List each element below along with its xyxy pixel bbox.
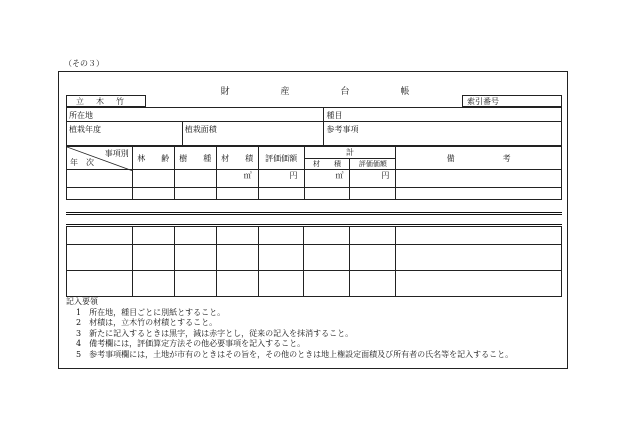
planting-area-label: 植栽面積	[184, 125, 217, 134]
total-volume-unit: ㎥	[335, 171, 344, 180]
total-header: 計	[304, 147, 396, 159]
year-cell[interactable]	[67, 245, 133, 271]
year-cell[interactable]	[67, 170, 133, 188]
remarks-header: 備 考	[396, 147, 562, 170]
total-volume-cell[interactable]	[304, 245, 350, 271]
title-char: 財	[220, 87, 230, 97]
valuation-unit: 円	[289, 171, 298, 180]
total-valuation-cell[interactable]	[350, 245, 396, 271]
kind-field[interactable]	[324, 108, 562, 122]
total-volume-header: 材 積	[304, 159, 350, 170]
item-year-header	[67, 147, 133, 170]
remarks-cell[interactable]	[396, 245, 562, 271]
total-valuation-cell[interactable]	[350, 170, 396, 188]
kind-label: 種目	[326, 111, 343, 120]
year-cell[interactable]	[67, 271, 133, 297]
location-field[interactable]	[67, 108, 324, 122]
remarks-cell[interactable]	[396, 188, 562, 200]
title-char: 帳	[400, 87, 410, 97]
ledger-continuation-table	[66, 226, 562, 297]
species-cell[interactable]	[174, 245, 216, 271]
total-volume-cell[interactable]	[304, 188, 350, 200]
species-cell[interactable]	[174, 271, 216, 297]
valuation-cell[interactable]	[258, 227, 304, 245]
volume-cell[interactable]	[216, 170, 258, 188]
index-number-box	[462, 95, 562, 107]
valuation-cell[interactable]	[258, 170, 304, 188]
age-cell[interactable]	[132, 188, 174, 200]
instructions	[66, 297, 513, 360]
section-divider	[66, 212, 562, 215]
index-number-label: 索引番号	[467, 96, 499, 106]
age-header: 林 齢	[132, 147, 174, 170]
volume-header: 材 積	[216, 147, 258, 170]
total-valuation-unit: 円	[381, 171, 390, 180]
instruction-item: 1 所在地，種目ごとに別紙とすること。	[76, 307, 226, 317]
planting-year-field[interactable]	[67, 122, 183, 146]
instruction-item: 4 備考欄には，評価算定方法その他必要事項を記入すること。	[76, 339, 306, 348]
total-valuation-cell[interactable]	[350, 271, 396, 297]
species-cell[interactable]	[174, 170, 216, 188]
instruction-item: 5 参考事項欄には，土地が市有のときはその旨を，その他のときは地上権設定面積及び所有者の氏名等を記入すること。	[76, 349, 514, 359]
total-volume-cell[interactable]	[304, 170, 350, 188]
valuation-header: 評価価額	[258, 147, 304, 170]
valuation-cell[interactable]	[258, 271, 304, 297]
remarks-cell[interactable]	[396, 170, 562, 188]
species-cell[interactable]	[174, 227, 216, 245]
category-label-box: 立木竹	[66, 95, 146, 107]
volume-cell[interactable]	[216, 245, 258, 271]
planting-area-field[interactable]	[182, 122, 324, 146]
volume-unit: ㎥	[243, 171, 252, 180]
title-char: 産	[280, 87, 290, 97]
total-volume-cell[interactable]	[304, 227, 350, 245]
volume-cell[interactable]	[216, 271, 258, 297]
species-cell[interactable]	[174, 188, 216, 200]
total-valuation-header: 評価価額	[350, 159, 396, 170]
total-volume-cell[interactable]	[304, 271, 350, 297]
title-char: 台	[340, 87, 350, 97]
volume-cell[interactable]	[216, 227, 258, 245]
location-label: 所在地	[69, 111, 93, 120]
reference-label: 参考事項	[326, 125, 359, 134]
remarks-cell[interactable]	[396, 227, 562, 245]
page-label: （その３）	[64, 59, 104, 68]
total-valuation-cell[interactable]	[350, 188, 396, 200]
planting-year-label: 植栽年度	[69, 125, 101, 134]
ledger-main-table	[66, 146, 562, 200]
year-cell[interactable]	[67, 227, 133, 245]
year-header: 年 次	[70, 158, 94, 167]
total-valuation-cell[interactable]	[350, 227, 396, 245]
instructions-heading: 記入要領	[66, 297, 98, 306]
valuation-cell[interactable]	[258, 188, 304, 200]
reference-field[interactable]	[324, 122, 562, 146]
age-cell[interactable]	[132, 227, 174, 245]
instruction-item: 3 新たに記入するときは黒字，減は赤字とし，従来の記入を抹消すること。	[76, 328, 354, 338]
item-header: 事項別	[104, 149, 129, 158]
age-cell[interactable]	[132, 271, 174, 297]
age-cell[interactable]	[132, 170, 174, 188]
instruction-item: 2 材積は，立木竹の材積とすること。	[76, 318, 218, 327]
property-info-table	[66, 107, 562, 146]
age-cell[interactable]	[132, 245, 174, 271]
volume-cell[interactable]	[216, 188, 258, 200]
year-cell[interactable]	[67, 188, 133, 200]
valuation-cell[interactable]	[258, 245, 304, 271]
remarks-cell[interactable]	[396, 271, 562, 297]
species-header: 樹 種	[174, 147, 216, 170]
